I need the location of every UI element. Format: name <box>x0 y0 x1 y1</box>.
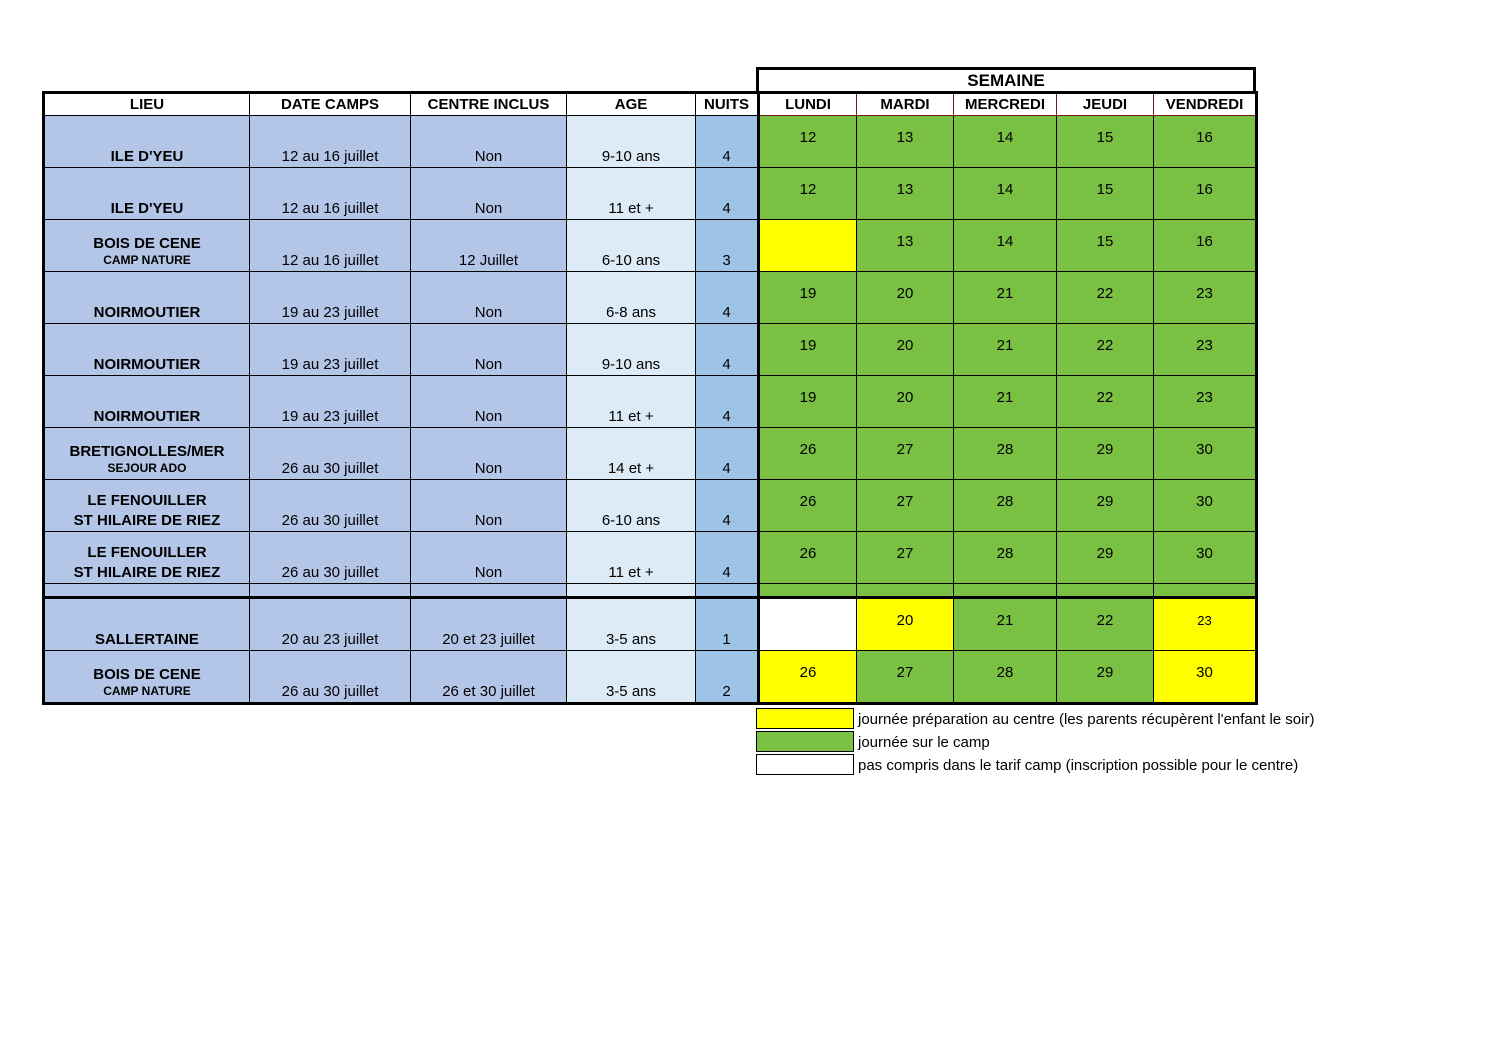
day-cell-vendredi: 16 <box>1154 220 1257 272</box>
day-cell-mercredi: 28 <box>954 532 1057 584</box>
lieu-name: NOIRMOUTIER <box>93 408 201 425</box>
table-row <box>44 598 1257 651</box>
cell-date-text: 26 au 30 juillet <box>281 460 379 477</box>
cell-nuits-text: 3 <box>722 252 731 269</box>
cell-date <box>250 651 411 704</box>
table-row <box>44 480 1257 532</box>
day-cell-lundi: 26 <box>759 532 857 584</box>
lieu-name: NOIRMOUTIER <box>93 356 201 373</box>
day-cell-mardi: 13 <box>857 220 954 272</box>
day-cell-vendredi: 30 <box>1154 428 1257 480</box>
cell-nuits <box>696 168 759 220</box>
cell-age-text: 14 et + <box>607 460 655 477</box>
camps-table <box>42 91 1258 638</box>
cell-age-text: 9-10 ans <box>601 148 661 165</box>
cell-date-text: 26 au 30 juillet <box>281 683 379 700</box>
col-header-centre: CENTRE INCLUS <box>411 93 567 116</box>
col-header-age: AGE <box>567 93 696 116</box>
day-cell-mercredi: 28 <box>954 480 1057 532</box>
day-cell-mercredi: 28 <box>954 651 1057 704</box>
day-cell-mardi: 27 <box>857 428 954 480</box>
table-row <box>44 220 1257 272</box>
cell-age <box>567 532 696 584</box>
table-row <box>44 651 1257 704</box>
table-header-row <box>44 93 1257 116</box>
cell-centre-text: 20 et 23 juillet <box>442 631 535 648</box>
cell-nuits-text: 4 <box>722 356 731 373</box>
day-cell-vendredi: 30 <box>1154 532 1257 584</box>
lieu-name: BRETIGNOLLES/MER <box>69 443 225 460</box>
day-cell-jeudi: 15 <box>1057 168 1154 220</box>
day-cell-vendredi: 16 <box>1154 116 1257 168</box>
day-cell-jeudi: 15 <box>1057 116 1154 168</box>
cell-centre-text: 26 et 30 juillet <box>442 683 535 700</box>
cell-date-text: 12 au 16 juillet <box>281 252 379 269</box>
cell-age-text: 6-10 ans <box>601 252 661 269</box>
day-cell-mercredi: 21 <box>954 272 1057 324</box>
cell-age <box>567 116 696 168</box>
lieu-name: NOIRMOUTIER <box>93 304 201 321</box>
day-cell-jeudi: 22 <box>1057 324 1154 376</box>
day-cell-vendredi: 16 <box>1154 168 1257 220</box>
lieu-second-line: ST HILAIRE DE RIEZ <box>73 564 221 581</box>
cell-centre <box>411 324 567 376</box>
cell-centre-text: Non <box>474 356 503 373</box>
cell-age <box>567 272 696 324</box>
cell-age-text: 6-10 ans <box>601 512 661 529</box>
cell-date-text: 12 au 16 juillet <box>281 148 379 165</box>
day-cell-mardi: 27 <box>857 532 954 584</box>
cell-nuits <box>696 598 759 651</box>
day-cell-jeudi: 29 <box>1057 532 1154 584</box>
day-cell-mercredi: 21 <box>954 376 1057 428</box>
day-cell-vendredi: 30 <box>1154 651 1257 704</box>
cell-nuits <box>696 651 759 704</box>
cell-centre <box>411 116 567 168</box>
day-cell-mardi: 27 <box>857 651 954 704</box>
cell-nuits-text: 1 <box>722 631 731 648</box>
cell-nuits-text: 4 <box>722 304 731 321</box>
cell-age <box>567 220 696 272</box>
day-cell-lundi: 26 <box>759 651 857 704</box>
day-cell-lundi <box>759 598 857 651</box>
legend-swatch <box>756 731 854 752</box>
cell-centre-text: Non <box>474 200 503 217</box>
col-header-date: DATE CAMPS <box>250 93 411 116</box>
legend-label: pas compris dans le tarif camp (inscription possible pour le centre) <box>858 757 1299 774</box>
day-cell-jeudi: 22 <box>1057 376 1154 428</box>
day-cell-lundi: 12 <box>759 116 857 168</box>
col-header-mercredi: MERCREDI <box>954 93 1057 116</box>
day-cell-mardi: 13 <box>857 116 954 168</box>
cell-age-text: 11 et + <box>608 408 654 425</box>
legend-swatch <box>756 708 854 729</box>
col-header-mardi: MARDI <box>857 93 954 116</box>
lieu-name: BOIS DE CENE <box>93 666 201 683</box>
cell-age <box>567 376 696 428</box>
cell-centre <box>411 480 567 532</box>
day-cell-mardi: 27 <box>857 480 954 532</box>
day-cell-lundi <box>759 220 857 272</box>
col-header-jeudi: JEUDI <box>1057 93 1154 116</box>
cell-date <box>250 376 411 428</box>
day-cell-mercredi: 14 <box>954 220 1057 272</box>
day-cell-vendredi: 23 <box>1154 272 1257 324</box>
day-cell-jeudi: 22 <box>1057 598 1154 651</box>
cell-nuits <box>696 376 759 428</box>
table-row <box>44 376 1257 428</box>
day-cell-jeudi: 29 <box>1057 651 1154 704</box>
day-cell-mercredi: 14 <box>954 168 1057 220</box>
cell-centre <box>411 220 567 272</box>
cell-nuits-text: 4 <box>722 460 731 477</box>
lieu-name: BOIS DE CENE <box>93 235 201 252</box>
cell-date-text: 26 au 30 juillet <box>281 512 379 529</box>
day-cell-vendredi: 30 <box>1154 480 1257 532</box>
cell-lieu <box>44 651 250 704</box>
day-cell-lundi: 19 <box>759 324 857 376</box>
cell-date-text: 12 au 16 juillet <box>281 200 379 217</box>
cell-centre-text: 12 Juillet <box>458 252 519 269</box>
cell-lieu <box>44 376 250 428</box>
cell-nuits-text: 4 <box>722 408 731 425</box>
cell-nuits-text: 2 <box>722 683 731 700</box>
cell-nuits <box>696 116 759 168</box>
cell-date-text: 19 au 23 juillet <box>281 356 379 373</box>
col-header-lundi: LUNDI <box>759 93 857 116</box>
cell-age <box>567 168 696 220</box>
cell-centre-text: Non <box>474 148 503 165</box>
cell-nuits <box>696 480 759 532</box>
lieu-name: LE FENOUILLER <box>87 492 207 509</box>
cell-lieu <box>44 598 250 651</box>
table-row <box>44 272 1257 324</box>
cell-lieu <box>44 116 250 168</box>
cell-date <box>250 480 411 532</box>
cell-lieu <box>44 480 250 532</box>
cell-centre <box>411 376 567 428</box>
cell-centre <box>411 532 567 584</box>
col-header-vendredi: VENDREDI <box>1154 93 1257 116</box>
cell-age <box>567 598 696 651</box>
cell-centre <box>411 651 567 704</box>
cell-age <box>567 480 696 532</box>
semaine-header: SEMAINE <box>756 67 1256 91</box>
cell-age <box>567 324 696 376</box>
cell-lieu <box>44 272 250 324</box>
cell-date <box>250 272 411 324</box>
day-cell-jeudi: 22 <box>1057 272 1154 324</box>
cell-nuits-text: 4 <box>722 148 731 165</box>
day-cell-vendredi: 23 <box>1154 376 1257 428</box>
cell-date-text: 19 au 23 juillet <box>281 408 379 425</box>
day-cell-mardi: 20 <box>857 324 954 376</box>
col-header-nuits: NUITS <box>696 93 759 116</box>
day-cell-vendredi: 23 <box>1154 324 1257 376</box>
cell-nuits-text: 4 <box>722 564 731 581</box>
table-row <box>44 168 1257 220</box>
cell-centre <box>411 598 567 651</box>
cell-centre-text: Non <box>474 512 503 529</box>
cell-nuits-text: 4 <box>722 200 731 217</box>
cell-date <box>250 116 411 168</box>
day-cell-mercredi: 28 <box>954 428 1057 480</box>
cell-nuits <box>696 220 759 272</box>
table-row <box>44 428 1257 480</box>
cell-age-text: 6-8 ans <box>605 304 657 321</box>
cell-age-text: 11 et + <box>608 564 654 581</box>
cell-centre <box>411 168 567 220</box>
day-cell-lundi: 26 <box>759 480 857 532</box>
cell-nuits <box>696 272 759 324</box>
table-row <box>44 116 1257 168</box>
col-header-lieu: LIEU <box>44 93 250 116</box>
day-cell-jeudi: 29 <box>1057 428 1154 480</box>
cell-nuits <box>696 428 759 480</box>
cell-centre-text: Non <box>474 304 503 321</box>
day-cell-lundi: 26 <box>759 428 857 480</box>
day-cell-jeudi: 15 <box>1057 220 1154 272</box>
lieu-subtitle: SEJOUR ADO <box>107 461 187 475</box>
cell-nuits-text: 4 <box>722 512 731 529</box>
day-cell-mardi: 13 <box>857 168 954 220</box>
cell-date-text: 20 au 23 juillet <box>281 631 379 648</box>
cell-centre-text: Non <box>474 564 503 581</box>
cell-date-text: 26 au 30 juillet <box>281 564 379 581</box>
day-cell-mercredi: 21 <box>954 324 1057 376</box>
cell-lieu <box>44 532 250 584</box>
lieu-name: SALLERTAINE <box>95 631 199 648</box>
day-cell-lundi: 12 <box>759 168 857 220</box>
cell-lieu <box>44 324 250 376</box>
legend-label: journée sur le camp <box>858 734 990 751</box>
cell-lieu <box>44 428 250 480</box>
cell-date <box>250 324 411 376</box>
day-cell-mardi: 20 <box>857 598 954 651</box>
day-cell-lundi: 19 <box>759 272 857 324</box>
cell-lieu <box>44 220 250 272</box>
cell-lieu <box>44 168 250 220</box>
cell-age-text: 9-10 ans <box>601 356 661 373</box>
table-row <box>44 324 1257 376</box>
cell-date <box>250 598 411 651</box>
cell-date-text: 19 au 23 juillet <box>281 304 379 321</box>
day-cell-mercredi: 21 <box>954 598 1057 651</box>
cell-date <box>250 168 411 220</box>
lieu-subtitle: CAMP NATURE <box>103 253 191 267</box>
cell-age-text: 3-5 ans <box>605 683 657 700</box>
cell-centre <box>411 272 567 324</box>
mini-camps-table <box>42 596 1258 705</box>
cell-centre <box>411 428 567 480</box>
cell-nuits <box>696 532 759 584</box>
cell-date <box>250 220 411 272</box>
legend-swatch <box>756 754 854 775</box>
lieu-name: LE FENOUILLER <box>87 544 207 561</box>
lieu-second-line: ST HILAIRE DE RIEZ <box>73 512 221 529</box>
day-cell-vendredi: 23 <box>1154 598 1257 651</box>
day-cell-jeudi: 29 <box>1057 480 1154 532</box>
cell-age-text: 3-5 ans <box>605 631 657 648</box>
lieu-name: ILE D'YEU <box>110 200 184 217</box>
cell-age <box>567 428 696 480</box>
cell-age <box>567 651 696 704</box>
day-cell-mardi: 20 <box>857 272 954 324</box>
cell-date <box>250 532 411 584</box>
table-row <box>44 532 1257 584</box>
lieu-subtitle: CAMP NATURE <box>103 684 191 698</box>
cell-nuits <box>696 324 759 376</box>
lieu-name: ILE D'YEU <box>110 148 184 165</box>
day-cell-mardi: 20 <box>857 376 954 428</box>
cell-centre-text: Non <box>474 460 503 477</box>
cell-date <box>250 428 411 480</box>
legend-label: journée préparation au centre (les parents récupèrent l'enfant le soir) <box>858 711 1315 728</box>
cell-age-text: 11 et + <box>608 200 654 217</box>
day-cell-lundi: 19 <box>759 376 857 428</box>
cell-centre-text: Non <box>474 408 503 425</box>
day-cell-mercredi: 14 <box>954 116 1057 168</box>
